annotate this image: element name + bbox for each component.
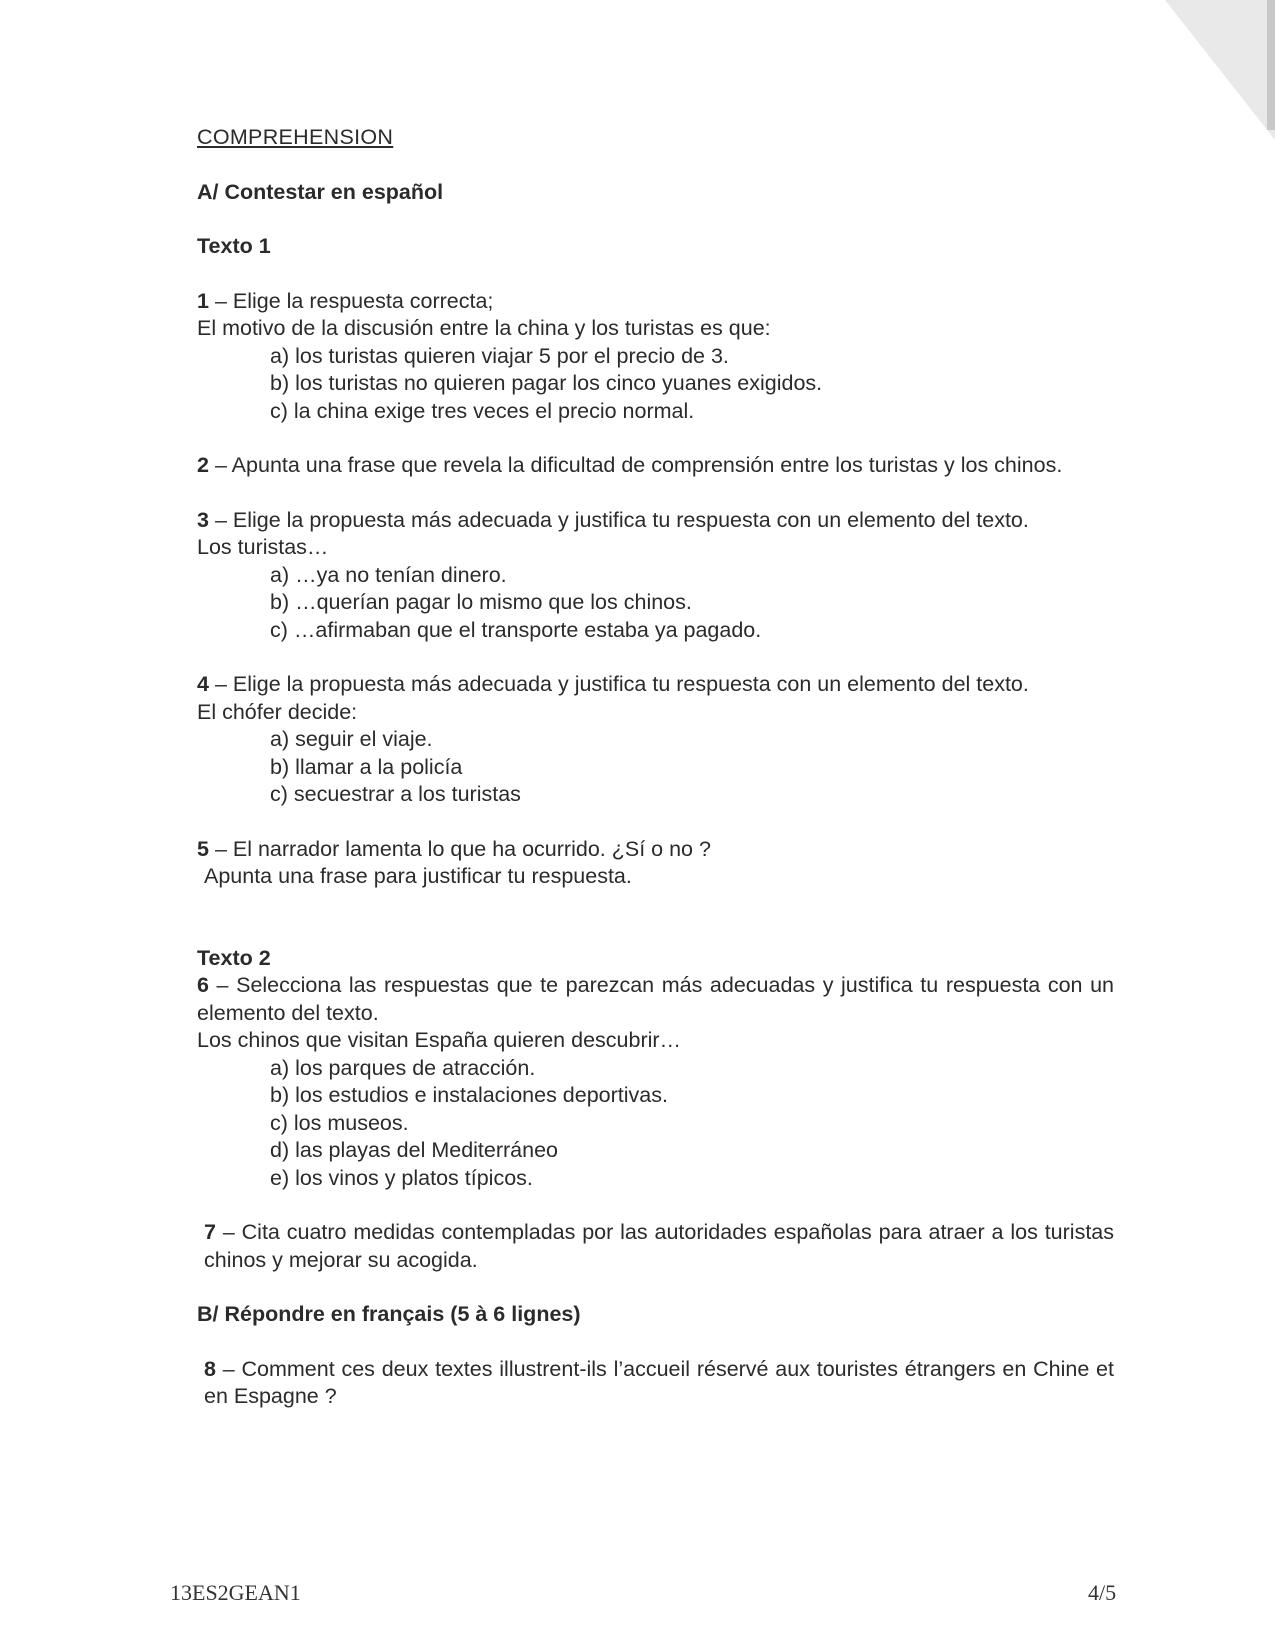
- option: d) las playas del Mediterráneo: [270, 1138, 559, 1162]
- question-stem: Los chinos que visitan España quieren descubrir…: [197, 1028, 682, 1052]
- page-fold-edge: [1267, 0, 1275, 130]
- option: b) los estudios e instalaciones deportivas.: [270, 1083, 668, 1107]
- option: c) …afirmaban que el transporte estaba ya pagado.: [270, 617, 762, 642]
- option: c) la china exige tres veces el precio normal.: [270, 398, 695, 423]
- question-number: 6: [197, 973, 209, 997]
- option: b) los turistas no quieren pagar los cinco yuanes exigidos.: [270, 371, 823, 395]
- question-text: – Comment ces deux textes illustrent-ils l’accueil réservé aux touristes étrangers en Chine et en Espagne ?: [204, 1356, 1114, 1408]
- option-list: [197, 1055, 1114, 1193]
- question-number: 1: [197, 288, 209, 313]
- question-5: [197, 836, 1114, 891]
- texto1-heading: Texto 1: [197, 234, 271, 258]
- question-stem: Apunta una frase para justificar tu respuesta.: [204, 864, 632, 888]
- question-8: [197, 1356, 1114, 1411]
- question-6: [197, 972, 1114, 1192]
- option: a) …ya no tenían dinero.: [270, 562, 507, 587]
- question-lead: – El narrador lamenta lo que ha ocurrido. ¿Sí o no ?: [208, 836, 711, 861]
- page-fold: [1165, 0, 1275, 140]
- question-stem: El chófer decide:: [197, 699, 358, 724]
- section-a-heading: A/ Contestar en español: [197, 179, 444, 204]
- texto2-heading: Texto 2: [197, 945, 271, 970]
- option: a) los parques de atracción.: [270, 1055, 536, 1080]
- option: a) seguir el viaje.: [270, 727, 433, 751]
- option: a) los turistas quieren viajar 5 por el precio de 3.: [270, 343, 729, 368]
- question-stem: El motivo de la discusión entre la china y los turistas es que:: [197, 316, 771, 340]
- document-code: 13ES2GEAN1: [170, 1580, 301, 1605]
- question-text: – Apunta una frase que revela la dificultad de comprensión entre los turistas y los chinos.: [208, 453, 1063, 477]
- spacer: [197, 918, 1114, 945]
- option: c) los museos.: [270, 1110, 409, 1135]
- question-number: 5: [197, 836, 209, 861]
- question-lead: – Elige la propuesta más adecuada y justifica tu respuesta con un elemento del texto.: [208, 507, 1029, 532]
- question-number: 3: [197, 507, 209, 532]
- question-7: [197, 1219, 1114, 1274]
- page-number: 4/5: [1088, 1580, 1117, 1605]
- option: b) llamar a la policía: [270, 754, 463, 779]
- section-b-heading: B/ Répondre en français (5 à 6 lignes): [197, 1302, 581, 1326]
- question-number: 7: [204, 1220, 216, 1244]
- question-lead: – Selecciona las respuestas que te parezcan más adecuadas y justifica tu respuesta con un elemento del texto.: [197, 973, 1114, 1025]
- page-title: COMPREHENSION: [197, 125, 394, 149]
- question-number: 4: [197, 672, 209, 696]
- question-1: [197, 288, 1114, 426]
- option-list: [197, 343, 1114, 426]
- question-4: [197, 671, 1114, 809]
- question-lead: – Elige la respuesta correcta;: [208, 288, 494, 313]
- question-number: 2: [197, 453, 209, 477]
- option: b) …querían pagar lo mismo que los chinos.: [270, 590, 692, 614]
- option: c) secuestrar a los turistas: [270, 782, 521, 806]
- question-2: [197, 452, 1114, 480]
- question-text: – Cita cuatro medidas contempladas por las autoridades españolas para atraer a los turistas chinos y mejorar su acogida.: [204, 1220, 1114, 1272]
- option-list: [197, 562, 1114, 645]
- question-3: [197, 507, 1114, 645]
- question-stem: Los turistas…: [197, 535, 329, 559]
- question-lead: – Elige la propuesta más adecuada y justifica tu respuesta con un elemento del texto.: [208, 672, 1029, 696]
- option-list: [197, 726, 1114, 809]
- document-body: [197, 124, 1114, 1438]
- question-number: 8: [204, 1356, 216, 1381]
- option: e) los vinos y platos típicos.: [270, 1165, 533, 1190]
